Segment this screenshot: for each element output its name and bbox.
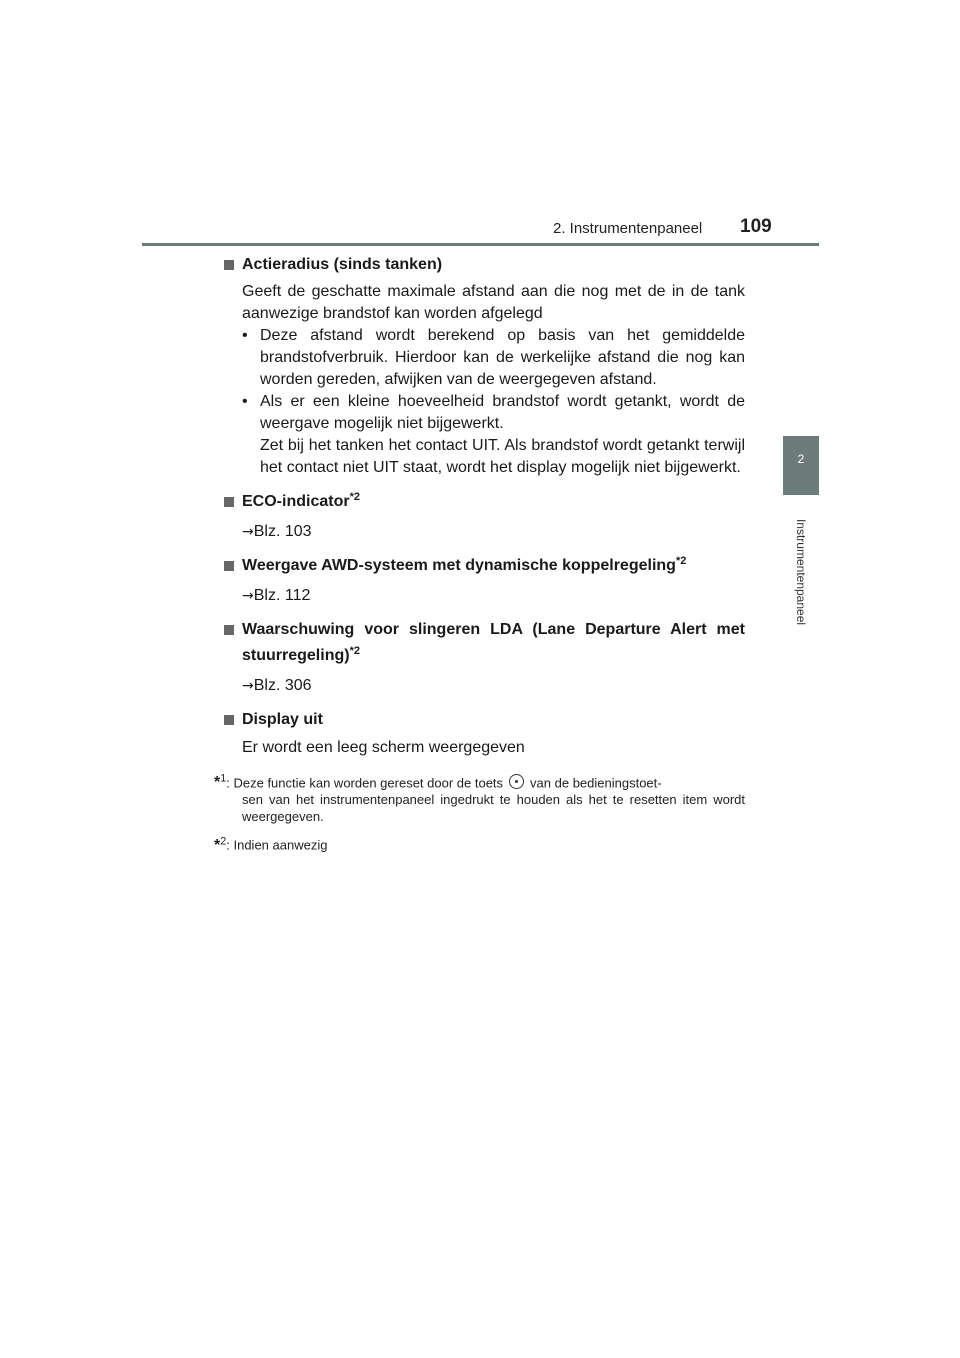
header-rule [142, 243, 819, 246]
square-bullet-icon [224, 625, 234, 635]
square-bullet-icon [224, 497, 234, 507]
footnote-mark [214, 775, 226, 790]
chapter-side-label-text: Instrumentenpaneel [794, 518, 808, 626]
page-reference[interactable] [214, 585, 745, 607]
section-title-text: ECO-indicator [242, 493, 350, 510]
section-display-uit [214, 707, 745, 759]
bullet-dot: • [242, 327, 248, 344]
footnotes [214, 771, 745, 854]
bullet-item [214, 325, 745, 391]
footnote-marker: *2 [349, 491, 360, 503]
section-title-text: Waarschuwing voor slingeren LDA (Lane Departure Alert met stuurregeling) [242, 621, 745, 664]
section-body: Geeft de geschatte maximale afstand aan die nog met de in de tank aanwezige brandstof kan worden afgelegd [242, 283, 745, 322]
square-bullet-icon [224, 561, 234, 571]
section-eco-indicator [214, 489, 745, 543]
square-bullet-icon [224, 260, 234, 270]
page-reference-text: Blz. 306 [253, 677, 312, 694]
section-awd-weergave [214, 553, 745, 607]
footnote-text: van de bedieningstoet- [530, 775, 662, 791]
footnote-number: 2 [220, 835, 227, 848]
section-title-text: Weergave AWD-systeem met dynamische koppelregeling [242, 557, 676, 574]
section-title [214, 252, 745, 278]
footnote-2 [214, 833, 745, 853]
footnote-text: : Indien aanwezig [226, 837, 328, 853]
page-content [214, 252, 745, 854]
footnote-text-continuation: sen van het instrumentenpaneel ingedrukt te houden als het te resetten item wordt weergegeven. [242, 792, 745, 825]
chapter-tab-number: 2 [797, 452, 805, 466]
footnote-1 [214, 771, 745, 825]
section-title-text: Display uit [242, 711, 323, 728]
bullet-dot: • [242, 393, 248, 410]
page-number: 109 [740, 216, 772, 237]
section-title-text: Actieradius (sinds tanken) [242, 256, 443, 273]
bullet-text: Als er een kleine hoeveelheid brandstof wordt getankt, wordt de weergave mogelijk niet bijgewerkt. [260, 393, 745, 432]
bullet-continuation: Zet bij het tanken het contact UIT. Als brandstof wordt getankt terwijl het contact niet UIT staat, wordt het display mogelijk niet bijgewerkt. [260, 437, 745, 476]
page-reference-text: Blz. 103 [253, 523, 312, 540]
section-title [214, 489, 745, 515]
section-body: Er wordt een leeg scherm weergegeven [242, 739, 525, 756]
bullet-text: Deze afstand wordt berekend op basis van het gemiddelde brandstofverbruik. Hierdoor kan de werkelijke afstand die nog kan worden gereden, afwijken van de weergegeven afstand. [260, 327, 745, 388]
footnote-marker: *2 [349, 645, 360, 657]
chapter-side-label [772, 507, 830, 637]
section-actieradius [214, 252, 745, 479]
footnote-asterisk: * [214, 774, 221, 792]
footnote-asterisk: * [214, 836, 221, 854]
square-bullet-icon [224, 715, 234, 725]
footnote-marker: *2 [675, 555, 687, 567]
page-reference[interactable] [214, 675, 745, 697]
section-title [214, 553, 745, 579]
footnote-mark [214, 835, 227, 854]
arrow-right-icon: → [242, 588, 254, 604]
section-title [214, 617, 745, 669]
bullet-item [214, 391, 745, 435]
arrow-right-icon: → [242, 524, 254, 540]
arrow-right-icon: → [242, 678, 254, 694]
page-reference-text: Blz. 112 [253, 587, 311, 604]
section-lda-waarschuwing [214, 617, 745, 697]
page-reference[interactable] [214, 521, 745, 543]
footnote-number: 1 [220, 773, 227, 785]
running-header-title: 2. Instrumentenpaneel [553, 220, 703, 237]
select-button-icon [509, 774, 524, 789]
section-title [214, 707, 745, 733]
footnote-text: : Deze functie kan worden gereset door de toets [226, 775, 504, 791]
